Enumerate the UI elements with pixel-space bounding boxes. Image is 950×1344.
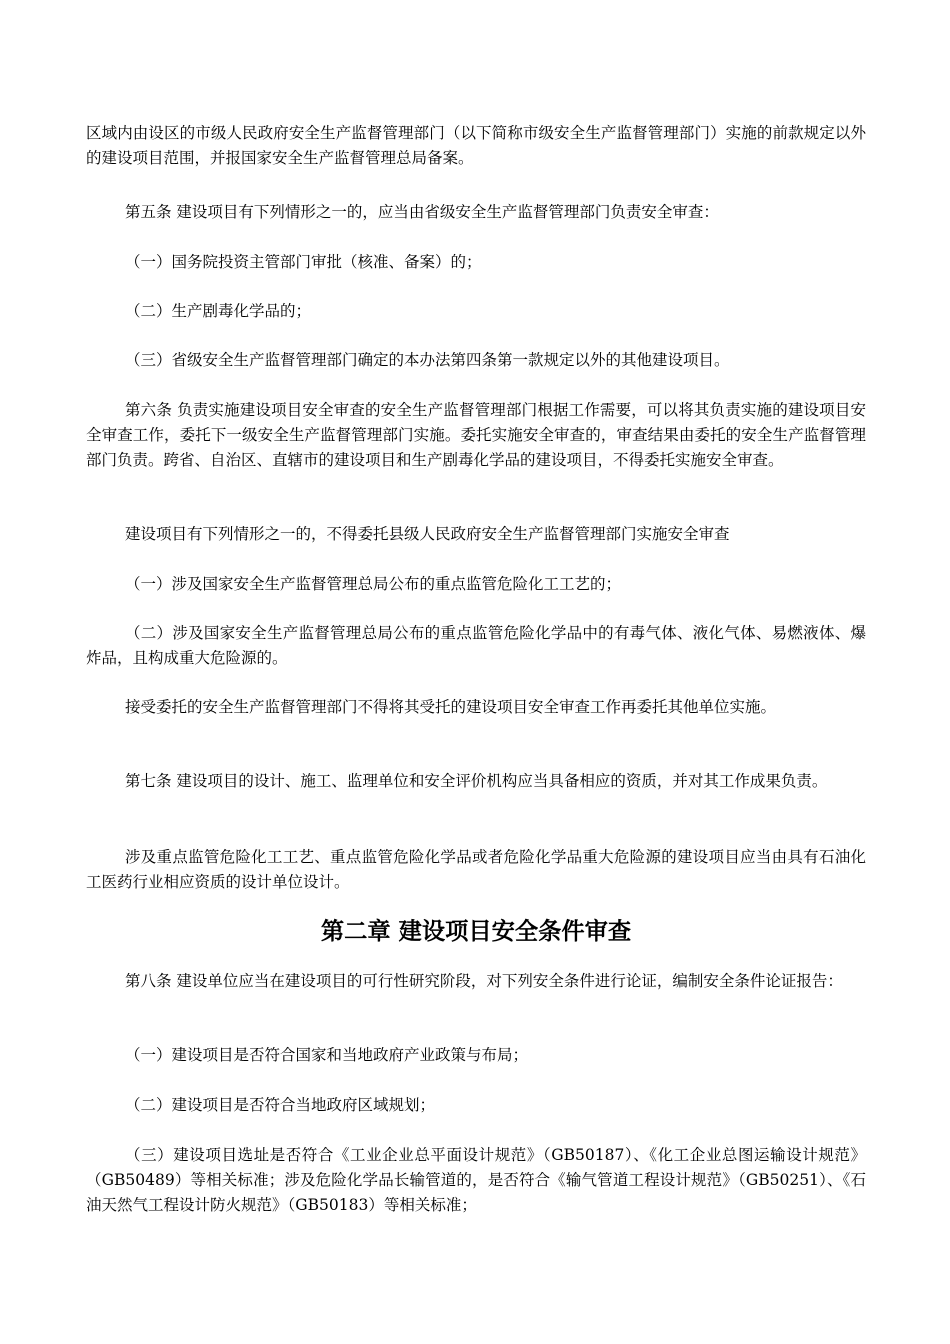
chapter-heading: 第二章 建设项目安全条件审查: [320, 918, 632, 945]
list-item: （一）建设项目是否符合国家和当地政府产业政策与布局；: [125, 1046, 529, 1064]
paragraph-article-6: 第六条 负责实施建设项目安全审查的安全生产监督管理部门根据工作需要，可以将其负责实施的建设项目安全审查工作，委托下一级安全生产监督管理部门实施。委托实施安全审查的，审查结果由委托的安全生产监督管理部门负责。跨省、自治区、直辖市的建设项目和生产剧毒化学品的建设项目，不得委托实施安全审查。: [86, 401, 866, 469]
list-item: （一）国务院投资主管部门审批（核准、备案）的；: [125, 253, 482, 271]
paragraph: 建设项目有下列情形之一的，不得委托县级人民政府安全生产监督管理部门实施安全审查: [125, 525, 730, 543]
paragraph-article-7: 第七条 建设项目的设计、施工、监理单位和安全评价机构应当具备相应的资质，并对其工作成果负责。: [125, 772, 828, 790]
list-item: （二）建设项目是否符合当地政府区域规划；: [125, 1096, 436, 1114]
list-item: （一）涉及国家安全生产监督管理总局公布的重点监管危险化工工艺的；: [125, 575, 622, 593]
list-item: （三）建设项目选址是否符合《工业企业总平面设计规范》（GB50187）、《化工企业总图运输设计规范》（GB50489）等相关标准；涉及危险化学品长输管道的，是否符合《输气管道工程设计规范》（GB50251）、《石油天然气工程设计防火规范》（GB50183）等相关标准；: [86, 1146, 866, 1214]
paragraph-article-5: 第五条 建设项目有下列情形之一的，应当由省级安全生产监督管理部门负责安全审查：: [125, 203, 719, 221]
paragraph: 接受委托的安全生产监督管理部门不得将其受托的建设项目安全审查工作再委托其他单位实施。: [125, 698, 777, 716]
list-item: （二）生产剧毒化学品的；: [125, 302, 312, 320]
list-item: （三）省级安全生产监督管理部门确定的本办法第四条第一款规定以外的其他建设项目。: [125, 351, 730, 369]
paragraph-continuation: 区域内由设区的市级人民政府安全生产监督管理部门（以下简称市级安全生产监督管理部门）实施的前款规定以外的建设项目范围，并报国家安全生产监督管理总局备案。: [86, 124, 866, 167]
paragraph-article-8: 第八条 建设单位应当在建设项目的可行性研究阶段，对下列安全条件进行论证，编制安全条件论证报告：: [125, 972, 843, 990]
list-item: （二）涉及国家安全生产监督管理总局公布的重点监管危险化学品中的有毒气体、液化气体、易燃液体、爆炸品，且构成重大危险源的。: [86, 624, 866, 667]
paragraph: 涉及重点监管危险化工工艺、重点监管危险化学品或者危险化学品重大危险源的建设项目应当由具有石油化工医药行业相应资质的设计单位设计。: [86, 848, 866, 891]
